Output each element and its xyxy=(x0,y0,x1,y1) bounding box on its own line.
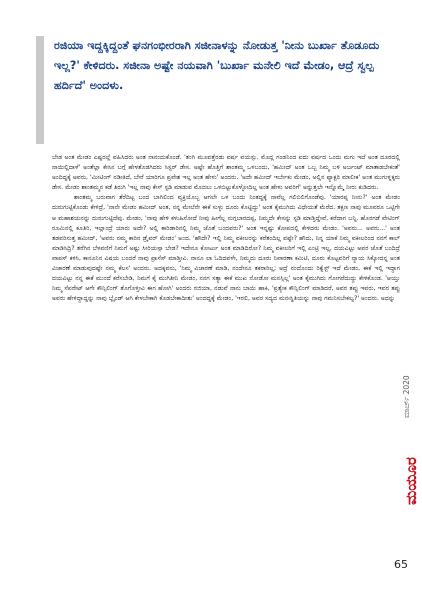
issue-date: ಮಾರ್ಚ್ 2020 xyxy=(402,375,411,418)
paragraph: ಶಾಂತಮ್ಮ ಬರುವಾಗ ತೆರೆದಿಟ್ಟ ಬಂದ ಬಾಗಿಲಿಂದ ವ್ಯಕ್ತಿಯೊಬ್ಬ ಆಗಲೇ ಒಳ ಬಂದು ನಿಂತದ್ದಕ್ಕೆ ನಾವೆಲ್ಲ ಗಲಿಬಿಲಿಗೊಂಡೆವು. 'ಯಾರಪ್ಪ ನೀನು?' ಅಂತ ಮೇಡಂ ದುರುಗುಟ್ಟಿಕೊಂಡು ಕೇಳಿದ್ರೆ, 'ನಾನೇ ಮೇಡಂ ಹಮೀದ್ ಅಂತ, ನನ್ನ ಮೇಲೆನೇ ಈಕೆ ಸುಳ್ಳು ದೂರು ಕೊಟ್ಟಿದ್ದು' ಅಂತ ಕೈಮುಗಿದು ವಿಧೇಯತೆ ಮೆರೆದ. ತಕ್ಷಣ ನಾವು ಮೂವರೂ ಒಟ್ಟಿಗೇ ಆ ಮಹಾಶಯನನ್ನು ದುರುಗುಟ್ಟಿದೆವು. ಮೇಡಂ, 'ನಾವು ಹೇಳಿ ಕಳುಹಿಸೋದೆ ನೀವು ಹೀಗೆಲ್ಲ ನುಗ್ಗಬಾರದಪ್ಪ, ನಿಮ್ಮದೇ ಕೇಸನ್ನು ಸ್ಟಡಿ ಮಾಡ್ತಿದ್ದೇವೆ, ಕರೆದಾಗ ಬನ್ನಿ. ಹೊರಗಡೆ ವೇಟಿಂಗ್ ರೂಮಿನಲ್ಲಿ ಕೂತಿರಿ, ಇಲ್ಲಾಂದ್ರೆ ಯಾರು ಅದೇ? ಅಲ್ಲಿ ಕಾರಿಡಾರಿನಲ್ಲಿ ನಿಮ್ಮ ಜೊತೆ ಬಂದವರು?' ಅಂತ ಇನ್ನಷ್ಟು ಕೋಪದಲ್ಲಿ ಕೇಳಿದರು ಮೇಡಂ. 'ಅವರು... ಅವರು...' ಅಂತ ತಡವರಿಸುತ್ತ ಹಮೀದ್, 'ಅವರು ನಮ್ಮ ಕಾರಿನ ಡ್ರೈವರ್ ಮೇಡಂ' ಅಂದ. 'ಹೌದೇ? ಇಲ್ಲಿ ನಿಮ್ಮ ವಕೀಲರನ್ನು ಕರೆತಂದಿಲ್ಲ ವಷ್ಟೇ? ಹೌದು, ನಿನ್ನ ಯಾಕೆ ನಿಮ್ಮ ವಕೀಲರಿಂದ ನನಗೆ ಕಾಲ್ ಮಾಡಿಸಿದ್ರಿ? ತರೆಗಿನ ಬೆಳವಣಿಗೆ ನಿಮಗೆ ಅಷ್ಟು ಸೀರಿಯಸ್ಸಾ ಬೇಡ? ಇದೇನೂ ಕೋರ್ಟು ಅಂತ ಮಾಡಿದಿರೋ? ನಿಮ್ಮ ವಕೀಲರಿಗೆ ಇಲ್ಲಿ ಎಂಟ್ರಿ ಇಲ್ಲ, ದಯವಿಟ್ಟು ಅವರ ಜೊತೆ ಬಂದಿದ್ರೆ ವಾಪಸ್ ಕಳಿಸಿ, ಕಾನೂನಿನ ವಿಷಯ ಬಂದರೆ ನಾವು ಪ್ರಾಸೆಸ್ ಮಾಡ್ತೀವಿ. ನಾನೂ ಲಾ ಓದಿದವಳೇ, ನಿಮ್ಮದು ದೂರು ನಿವಾರಣಾ ಕಮಿಟಿ, ದೂರು ಕೊಟ್ಟವರಿಗೆ ನ್ಯಾಯ ಸಿಕ್ಕೋದನ್ನ ಅಂತ ವಿಚಾರಣೆ ಮಾಡುವುದಷ್ಟೇ ನಮ್ಮ ಕೆಲಸ' ಅಂದರು. ಅದಕ್ಕವನು, 'ನಿಮ್ಮ ವಿಚಾರಣೆ ಮಾಡಿ, ನಂದೇನೂ ತಕರಾರಿಲ್ಲ; ಅದ್ರೆ ನಂದೊಂದು ರಿಕ್ವೆಸ್ಟ್ ಇದೆ ಮೇಡಂ, ಈಕೆ ಇಲ್ಲಿ ಇದ್ದಾಗ ದಯವಿಟ್ಟು ನನ್ನ ಈಕೆ ಮುಂದೆ ಕರೆಸಬೇಡಿ, ನಿಮಗೆ ಕೈ ಮುಗಿತೀನಿ ಮೇಡಂ, ನನಗ ಸತ್ಯಾ ಈಕೆ ಮುಖ ನೋಡೋ ಮನಸ್ಸಿಲ್ಲ' ಅಂತ ಕೈಮುಗಿದು ಗೋಗರೆದುದ್ದು ಕೇಳಿಕೊಂಡ. 'ಆಯ್ತು ನಿಮ್ಮ ಸೆಪರೇಟ್ ಆಗೇ ಕೌನ್ಸಿಲಿಂಗ್ ತೊಗೊಳ್ತೀವಿ ಈಗ ಹೋಗಿ' ಅಂದರು ರಜಿಯಾ, ನಡುವೆ ನಾನು ಬಾಯಿ ಹಾಕಿ, 'ಪ್ರತ್ಯೇಕ ಕೌನ್ಸಿಲಿಂಗ್ ಮಾಡಿದರೆ, ಅವರ ತಪ್ಪು ಇವರು, ಇವರ ತಪ್ಪು ಅವರು ಹೇಳಿದ್ದಾದ್ದನ್ನು ನಾವು ಬ್ಲೈಂಡ್ ಆಗಿ ಕೇಳಬೇಕಾಗಿ ಕೊಡಬೇಕಾದೀತು' ಅಂದದ್ದಕ್ಕೆ ಮೇಡಂ, 'ಇರಲಿ, ಅವರ ಸದ್ಯದ ಮನಃಸ್ಥಿತಿಯನ್ನು ನಾವು ಗಮನಿಸಬೇಕಲ್ವ?' ಅಂದರು. ಅದನ್ನು xyxy=(52,194,400,303)
accent-bar xyxy=(36,36,44,144)
paragraph: ಬೇಡ ಅಂತ ಮೇಡಂ ಎಷ್ಟರಲ್ಲೆ ವಹಿಸಿದರು ಅಂತ ನಾನಂದುಕೊಂಡೆ. 'ತಂಗಿ ಮೂವತ್ತೆರಡು ವರ್ಷ ವಯಸ್ಸು. ಮೊದ್ಲ ಗಂಡನಿಂದ ಐದು ವರ್ಷದ ಒಂದು ಮಗು ಇದೆ ಅಂತ ದೂರದಲ್ಲಿ ನಾಯಿಲ್ಲಿದಾಳೆ' ಅಂತೆಲ್ಲಾ ಕೇಸಿನ ಬಗ್ಗೆ ಹೇಳತೊಡಗಿದರು ಸಿಸ್ಟರ್ ಡೇಸ. ಅಷ್ಟೇ ಹೊತ್ತಿಗೆ ಶಾಂತಮ್ಮ ಒಳಬಂದು, 'ಹಮೀದ್ ಅಂತ ಒಬ್ಬ ನಿಮ್ಮ ಬಳಿ ಅರ್ಜಂಟ್ ಮಾತಾಡಬೇಕಂತೆ' ಅಂದಿದ್ದಕ್ಕೆ ಅವರು, 'ಮೀಟಿಂಗ್ ನಡೀತಿದೆ, ಬೇರೆ ಯಾರಿಗೂ ಪ್ರವೇಶ ಇಲ್ಲ ಅಂತ ಹೇಳು' ಅಂದರು. 'ಅದೇ ಹಮೀದ್ ಇರ್ಬೇಕು ಮೇಡಂ, ಅಲ್ಲಿನ ಫ್ಯಾಕ್ಟರಿ ಮಾಲೀಕ' ಅಂತ ಮುಗುಳ್ನಕ್ಕರು ಡೇಸ. ಮೇಡಂ ಶಾಂತಮ್ಮನ ಕಡೆ ತಿರುಗಿ 'ಇಲ್ಲ ನಾವು ಕೇಸ್ ಸ್ಟಡಿ ಮಾಡುವ ಮೊದಲು ಒಳಬಿಟ್ಟುಕೊಳ್ಳೋದಿಲ್ಲ ಅಂತ ಹೇಳು ಅವರಿಗೆ' ಅನ್ನುತ್ತಲೇ ಇನ್ನೊಮ್ಮೆ ನೀರು ಕುಡಿದರು. xyxy=(52,154,400,192)
magazine-logo: ಮಯೂರ xyxy=(402,457,420,505)
pull-quote: ರಜಿಯಾ ಇದ್ದಕ್ಕಿದ್ದಂತೆ ಘನಗಂಭೀರರಾಗಿ ಸಜೀನಾಳನ್ನು ನೋಡುತ್ತ 'ನೀನು ಬುರ್ಖಾ ತೊಡೂದು ಇಲ್ಲ?' ಕೇಳಿದರು. ಸಜೀನಾ ಅಷ್ಟೇ ನಯವಾಗಿ 'ಬುರ್ಖಾ ಮನೇಲಿ ಇದೆ ಮೇಡಂ, ಆದ್ರೆ ಸ್ವಲ್ಪ ಹರ್ದಿದೆ' ಅಂದಳು. xyxy=(54,39,380,92)
page-number: 65 xyxy=(394,558,408,571)
article-body xyxy=(52,153,400,304)
